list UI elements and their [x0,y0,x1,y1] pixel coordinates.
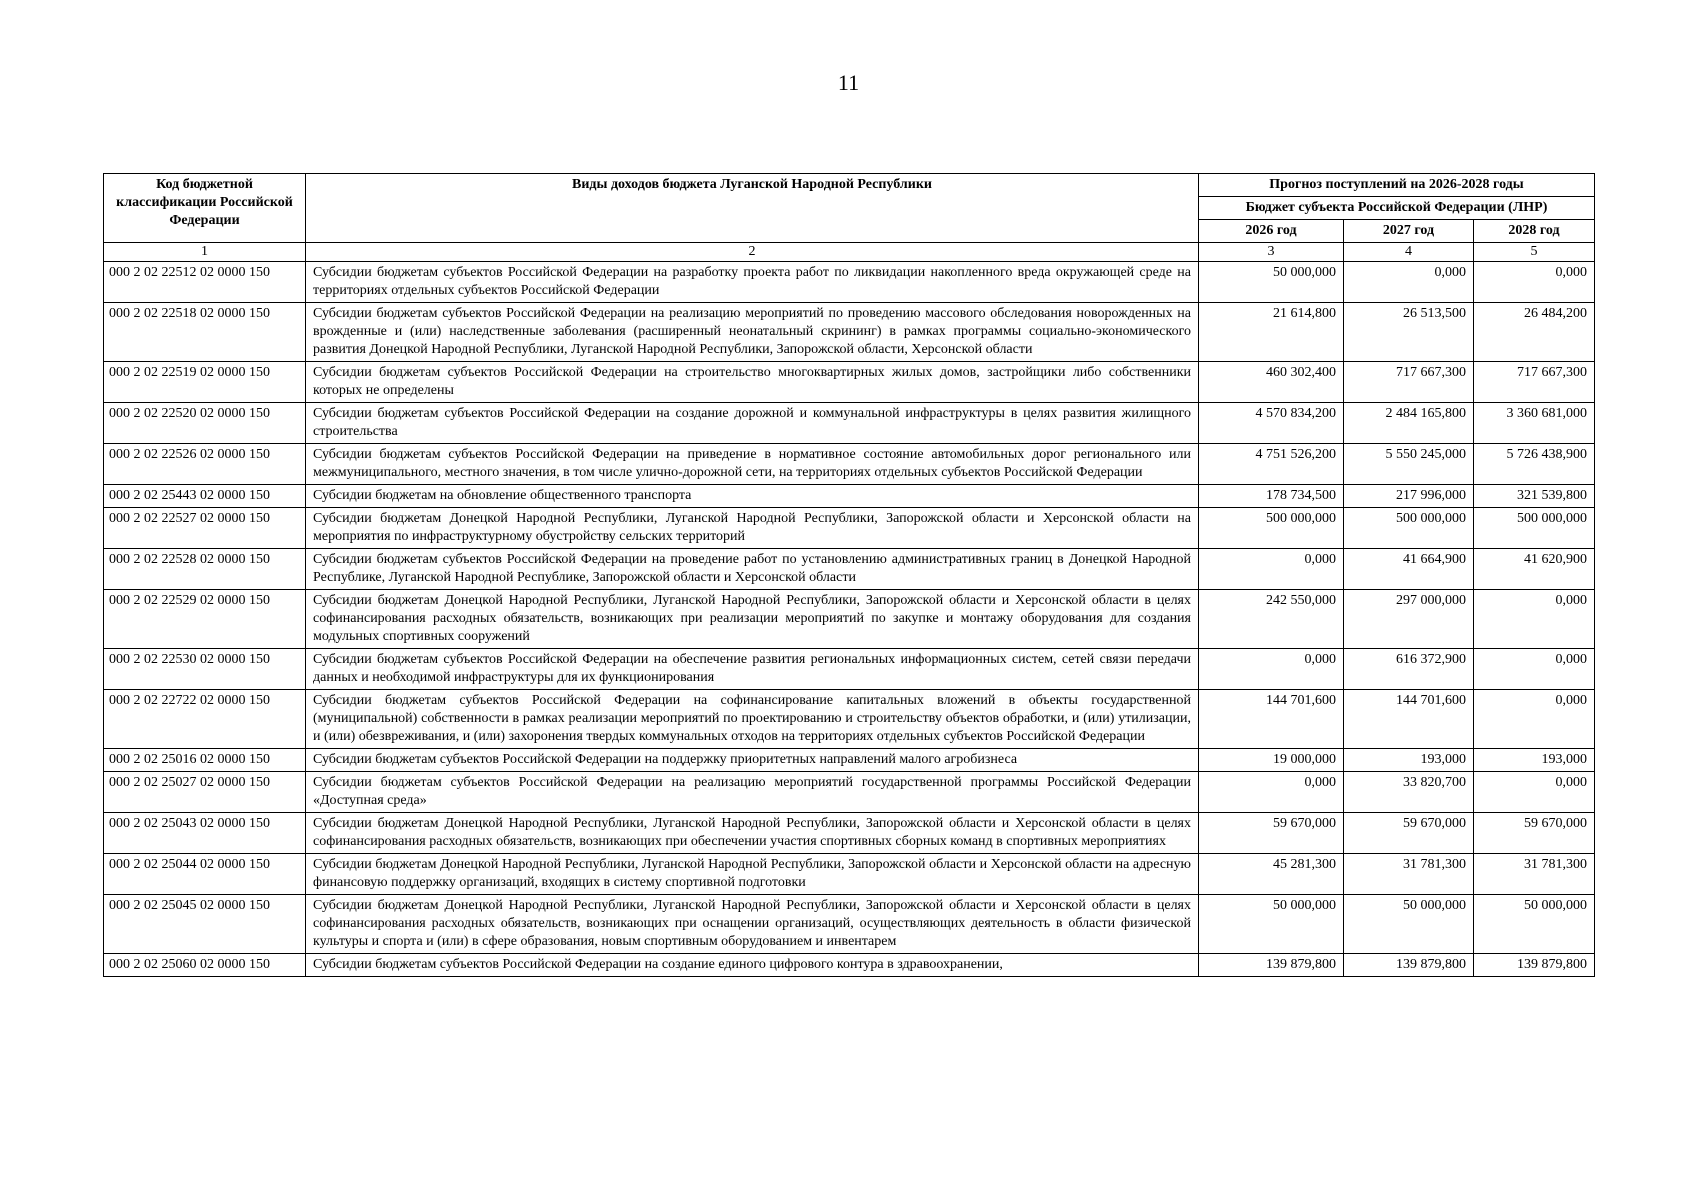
revenue-description-cell: Субсидии бюджетам субъектов Российской Федерации на реализацию мероприятий по проведению массового обследования новорожденных на врожденные и (или) наследственные заболевания (расширенный неонатальный скрининг) в рамках программы социально-экономического развития Донецкой Народной Республики, Луганской Народной Республики, Запорожской области, Херсонской области [306,303,1199,362]
revenue-description-cell: Субсидии бюджетам Донецкой Народной Республики, Луганской Народной Республики, Запорожской области и Херсонской области на мероприятия по инфраструктурному обустройству сельских территорий [306,508,1199,549]
header-types: Виды доходов бюджета Луганской Народной Республики [306,174,1199,243]
header-forecast: Прогноз поступлений на 2026-2028 годы [1199,174,1595,197]
budget-code-cell: 000 2 02 22528 02 0000 150 [104,549,306,590]
value-2026-cell: 178 734,500 [1199,485,1344,508]
budget-code-cell: 000 2 02 22518 02 0000 150 [104,303,306,362]
value-2028-cell: 321 539,800 [1474,485,1595,508]
value-2028-cell: 0,000 [1474,772,1595,813]
table-row [104,690,1595,749]
value-2026-cell: 4 570 834,200 [1199,403,1344,444]
budget-code-cell: 000 2 02 22519 02 0000 150 [104,362,306,403]
table-row [104,444,1595,485]
table-row [104,954,1595,977]
value-2026-cell: 19 000,000 [1199,749,1344,772]
value-2027-cell: 59 670,000 [1344,813,1474,854]
budget-code-cell: 000 2 02 22722 02 0000 150 [104,690,306,749]
col-number-2: 2 [306,243,1199,262]
col-number-1: 1 [104,243,306,262]
value-2027-cell: 297 000,000 [1344,590,1474,649]
value-2028-cell: 717 667,300 [1474,362,1595,403]
revenue-description-cell: Субсидии бюджетам субъектов Российской Федерации на создание единого цифрового контура в здравоохранении, [306,954,1199,977]
value-2026-cell: 0,000 [1199,549,1344,590]
table-row [104,590,1595,649]
value-2026-cell: 139 879,800 [1199,954,1344,977]
header-year-2028: 2028 год [1474,220,1595,243]
page-number: 11 [837,70,860,95]
budget-code-cell: 000 2 02 25027 02 0000 150 [104,772,306,813]
value-2027-cell: 144 701,600 [1344,690,1474,749]
value-2028-cell: 41 620,900 [1474,549,1595,590]
header-year-2026: 2026 год [1199,220,1344,243]
value-2027-cell: 5 550 245,000 [1344,444,1474,485]
revenue-description-cell: Субсидии бюджетам субъектов Российской Федерации на разработку проекта работ по ликвидации накопленного вреда окружающей среде на территориях отдельных субъектов Российской Федерации [306,262,1199,303]
value-2027-cell: 50 000,000 [1344,895,1474,954]
revenue-description-cell: Субсидии бюджетам на обновление общественного транспорта [306,485,1199,508]
table-row [104,749,1595,772]
table-row [104,854,1595,895]
col-number-5: 5 [1474,243,1595,262]
budget-code-cell: 000 2 02 25016 02 0000 150 [104,749,306,772]
value-2028-cell: 26 484,200 [1474,303,1595,362]
header-budget-subject: Бюджет субъекта Российской Федерации (ЛНР) [1199,197,1595,220]
value-2026-cell: 0,000 [1199,772,1344,813]
revenue-description-cell: Субсидии бюджетам Донецкой Народной Республики, Луганской Народной Республики, Запорожской области и Херсонской области в целях софинансирования расходных обязательств, возникающих при обеспечении участия спортивных сборных команд в спортивных мероприятиях [306,813,1199,854]
value-2028-cell: 0,000 [1474,590,1595,649]
header-year-2027: 2027 год [1344,220,1474,243]
value-2028-cell: 0,000 [1474,690,1595,749]
value-2028-cell: 5 726 438,900 [1474,444,1595,485]
value-2028-cell: 31 781,300 [1474,854,1595,895]
value-2028-cell: 500 000,000 [1474,508,1595,549]
value-2027-cell: 33 820,700 [1344,772,1474,813]
table-row [104,485,1595,508]
budget-code-cell: 000 2 02 22527 02 0000 150 [104,508,306,549]
value-2027-cell: 41 664,900 [1344,549,1474,590]
table-row [104,403,1595,444]
revenue-description-cell: Субсидии бюджетам субъектов Российской Федерации на приведение в нормативное состояние автомобильных дорог регионального или межмуниципального, местного значения, в том числе улично-дорожной сети, на территориях отдельных субъектов Российской Федерации [306,444,1199,485]
table-row [104,649,1595,690]
value-2028-cell: 50 000,000 [1474,895,1595,954]
value-2028-cell: 139 879,800 [1474,954,1595,977]
budget-code-cell: 000 2 02 25443 02 0000 150 [104,485,306,508]
value-2026-cell: 50 000,000 [1199,895,1344,954]
budget-code-cell: 000 2 02 22529 02 0000 150 [104,590,306,649]
budget-code-cell: 000 2 02 22520 02 0000 150 [104,403,306,444]
revenue-description-cell: Субсидии бюджетам субъектов Российской Федерации на обеспечение развития региональных информационных систем, сетей связи передачи данных и необходимой инфраструктуры для их функционирования [306,649,1199,690]
value-2027-cell: 2 484 165,800 [1344,403,1474,444]
table-row [104,303,1595,362]
value-2026-cell: 59 670,000 [1199,813,1344,854]
revenue-description-cell: Субсидии бюджетам субъектов Российской Федерации на строительство многоквартирных жилых домов, застройщики либо собственники которых не определены [306,362,1199,403]
col-number-3: 3 [1199,243,1344,262]
revenue-description-cell: Субсидии бюджетам субъектов Российской Федерации на проведение работ по установлению административных границ в Донецкой Народной Республике, Луганской Народной Республике, Запорожской области и Херсонской области [306,549,1199,590]
value-2027-cell: 217 996,000 [1344,485,1474,508]
value-2027-cell: 31 781,300 [1344,854,1474,895]
budget-code-cell: 000 2 02 25060 02 0000 150 [104,954,306,977]
value-2026-cell: 242 550,000 [1199,590,1344,649]
value-2028-cell: 0,000 [1474,262,1595,303]
value-2026-cell: 144 701,600 [1199,690,1344,749]
revenue-description-cell: Субсидии бюджетам субъектов Российской Федерации на реализацию мероприятий государственной программы Российской Федерации «Доступная среда» [306,772,1199,813]
budget-code-cell: 000 2 02 22526 02 0000 150 [104,444,306,485]
value-2027-cell: 139 879,800 [1344,954,1474,977]
revenue-description-cell: Субсидии бюджетам субъектов Российской Федерации на поддержку приоритетных направлений малого агробизнеса [306,749,1199,772]
budget-code-cell: 000 2 02 22512 02 0000 150 [104,262,306,303]
table-row [104,549,1595,590]
value-2026-cell: 500 000,000 [1199,508,1344,549]
col-number-4: 4 [1344,243,1474,262]
table-row [104,895,1595,954]
revenue-table [103,173,1595,977]
value-2026-cell: 0,000 [1199,649,1344,690]
value-2028-cell: 3 360 681,000 [1474,403,1595,444]
value-2026-cell: 460 302,400 [1199,362,1344,403]
value-2028-cell: 193,000 [1474,749,1595,772]
table-row [104,813,1595,854]
value-2026-cell: 50 000,000 [1199,262,1344,303]
table-row [104,362,1595,403]
table-row [104,772,1595,813]
budget-code-cell: 000 2 02 25045 02 0000 150 [104,895,306,954]
revenue-description-cell: Субсидии бюджетам субъектов Российской Федерации на создание дорожной и коммунальной инфраструктуры в целях развития жилищного строительства [306,403,1199,444]
table-row [104,508,1595,549]
value-2028-cell: 0,000 [1474,649,1595,690]
value-2027-cell: 500 000,000 [1344,508,1474,549]
budget-code-cell: 000 2 02 22530 02 0000 150 [104,649,306,690]
value-2027-cell: 616 372,900 [1344,649,1474,690]
value-2026-cell: 21 614,800 [1199,303,1344,362]
revenue-description-cell: Субсидии бюджетам Донецкой Народной Республики, Луганской Народной Республики, Запорожской области и Херсонской области в целях софинансирования расходных обязательств, возникающих при реализации мероприятий по закупке и монтажу оборудования для создания модульных спортивных сооружений [306,590,1199,649]
header-code: Код бюджетной классификации Российской Федерации [104,174,306,243]
value-2026-cell: 4 751 526,200 [1199,444,1344,485]
revenue-description-cell: Субсидии бюджетам Донецкой Народной Республики, Луганской Народной Республики, Запорожской области и Херсонской области на адресную финансовую поддержку организаций, входящих в систему спортивной подготовки [306,854,1199,895]
value-2028-cell: 59 670,000 [1474,813,1595,854]
value-2027-cell: 717 667,300 [1344,362,1474,403]
revenue-description-cell: Субсидии бюджетам субъектов Российской Федерации на софинансирование капитальных вложений в объекты государственной (муниципальной) собственности в рамках реализации мероприятий по проектированию и строительству объектов обработки, и (или) утилизации, и (или) обезвреживания, и (или) захоронения твердых коммунальных отходов на территориях отдельных субъектов Российской Федерации [306,690,1199,749]
value-2027-cell: 193,000 [1344,749,1474,772]
revenue-description-cell: Субсидии бюджетам Донецкой Народной Республики, Луганской Народной Республики, Запорожской области и Херсонской области в целях софинансирования расходных обязательств, возникающих при оснащении организаций, осуществляющих деятельность в области физической культуры и спорта и (или) в сфере образования, новым спортивным оборудованием и инвентарем [306,895,1199,954]
value-2027-cell: 26 513,500 [1344,303,1474,362]
value-2026-cell: 45 281,300 [1199,854,1344,895]
budget-code-cell: 000 2 02 25043 02 0000 150 [104,813,306,854]
value-2027-cell: 0,000 [1344,262,1474,303]
table-row [104,262,1595,303]
budget-code-cell: 000 2 02 25044 02 0000 150 [104,854,306,895]
